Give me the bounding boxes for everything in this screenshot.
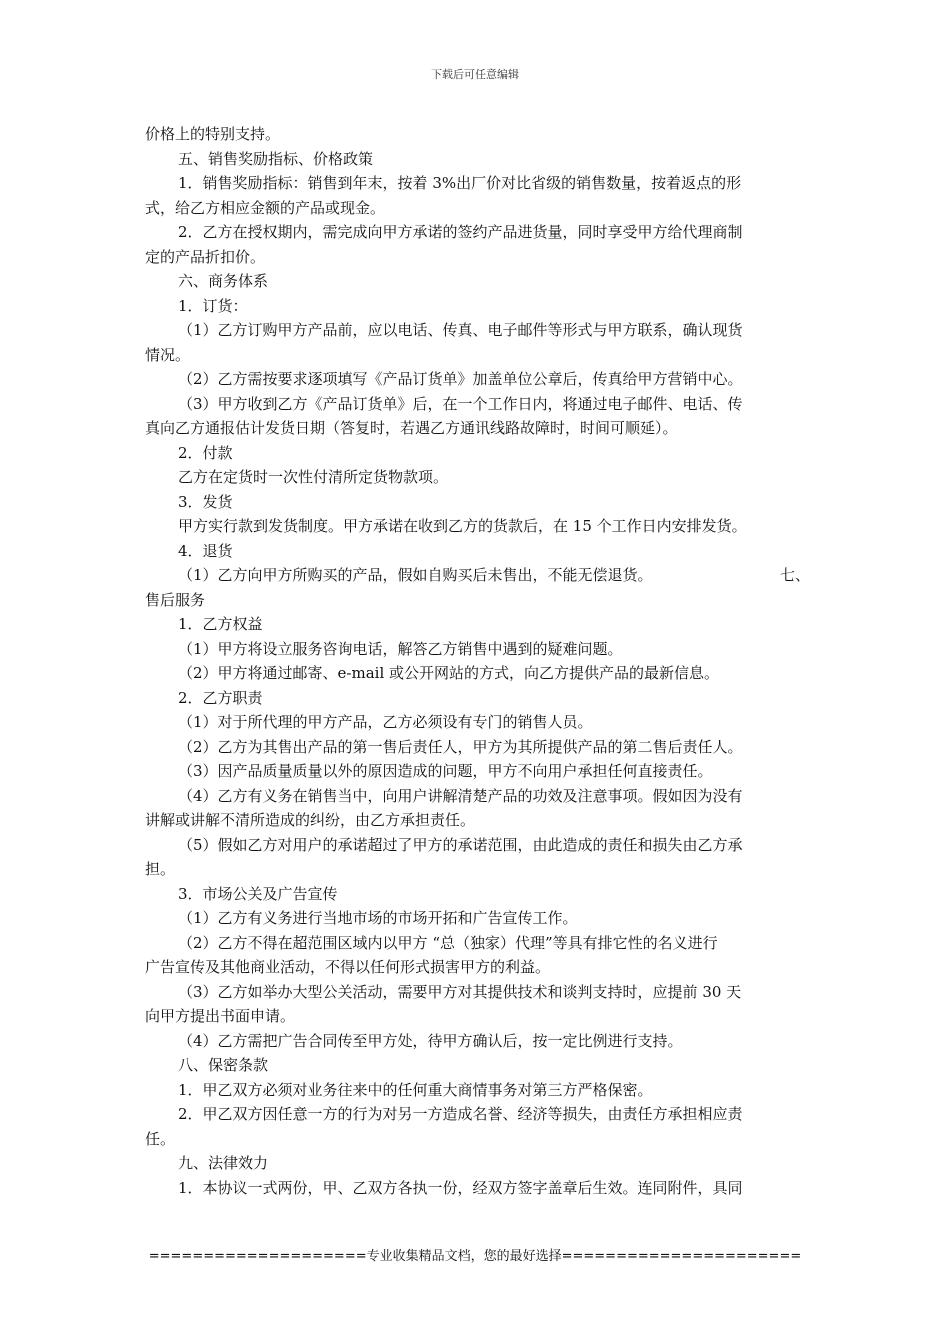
paragraph-line: （4）乙方有义务在销售当中，向用户讲解清楚产品的功效及注意事项。假如因为没有 bbox=[178, 786, 743, 805]
paragraph-line: （1）乙方有义务进行当地市场的市场开拓和广告宣传工作。 bbox=[178, 909, 578, 927]
paragraph-line: 1．订货： bbox=[178, 296, 248, 315]
paragraph-line: （3）乙方如举办大型公关活动，需要甲方对其提供技术和谈判支持时，应提前 30 天 bbox=[178, 982, 742, 1001]
page-footer: ====================专业收集精品文档，您的最好选择====================== bbox=[148, 1249, 802, 1264]
paragraph-line: 五、销售奖励指标、价格政策 bbox=[178, 149, 374, 168]
paragraph-line: 售后服务 bbox=[145, 590, 206, 609]
line-trailing-text: 七、 bbox=[779, 566, 810, 584]
paragraph-line: （1）对于所代理的甲方产品，乙方必须设有专门的销售人员。 bbox=[178, 713, 593, 731]
paragraph-line: 任。 bbox=[145, 1129, 176, 1148]
paragraph-line: 2．乙方职责 bbox=[178, 688, 263, 707]
paragraph-line: 九、法律效力 bbox=[178, 1154, 269, 1172]
paragraph-line: 式，给乙方相应金额的产品或现金。 bbox=[145, 198, 386, 217]
paragraph-line: （1）甲方将设立服务咨询电话，解答乙方销售中遇到的疑难问题。 bbox=[178, 639, 623, 658]
paragraph-line: 八、保密条款 bbox=[178, 1056, 269, 1074]
paragraph-line: （2）甲方将通过邮寄、e-mail 或公开网站的方式，向乙方提供产品的最新信息。 bbox=[178, 664, 720, 682]
paragraph-line: 4．退货 bbox=[178, 541, 233, 560]
paragraph-line: （3）因产品质量质量以外的原因造成的问题，甲方不向用户承担任何直接责任。 bbox=[178, 762, 713, 780]
paragraph-line: （3）甲方收到乙方《产品订货单》后，在一个工作日内，将通过电子邮件、电话、传 bbox=[178, 394, 743, 413]
paragraph-line: 担。 bbox=[145, 860, 176, 878]
paragraph-line: （2）乙方不得在超范围区域内以甲方 “总（独家）代理”等具有排它性的名义进行 bbox=[178, 933, 718, 952]
paragraph-line: 价格上的特别支持。 bbox=[145, 125, 281, 143]
paragraph-line: 1．销售奖励指标：销售到年末，按着 3%出厂价对比省级的销售数量，按着返点的形 bbox=[178, 174, 742, 192]
paragraph-line: 3．发货 bbox=[178, 492, 233, 511]
paragraph-line: （5）假如乙方对用户的承诺超过了甲方的承诺范围，由此造成的责任和损失由乙方承 bbox=[178, 835, 743, 854]
paragraph-line: 广告宣传及其他商业活动，不得以任何形式损害甲方的利益。 bbox=[145, 958, 551, 976]
paragraph-line: 2．付款 bbox=[178, 443, 233, 462]
page-header: 下载后可任意编辑 bbox=[431, 68, 519, 81]
paragraph-line bbox=[145, 563, 810, 588]
paragraph-line: 2．乙方在授权期内，需完成向甲方承诺的签约产品进货量，同时享受甲方给代理商制 bbox=[178, 223, 743, 241]
paragraph-line: （2）乙方需按要求逐项填写《产品订货单》加盖单位公章后，传真给甲方营销中心。 bbox=[178, 370, 743, 388]
paragraph-line: 乙方在定货时一次性付清所定货物款项。 bbox=[178, 468, 449, 486]
paragraph-line: 甲方实行款到发货制度。甲方承诺在收到乙方的货款后，在 15 个工作日内安排发货。 bbox=[178, 517, 747, 535]
paragraph-line: 定的产品折扣价。 bbox=[145, 247, 266, 266]
paragraph-line: （2）乙方为其售出产品的第一售后责任人，甲方为其所提供产品的第二售后责任人。 bbox=[178, 737, 743, 756]
paragraph-line: 3．市场公关及广告宣传 bbox=[178, 884, 338, 903]
paragraph-line: 情况。 bbox=[145, 345, 191, 364]
paragraph-line: 讲解或讲解不清所造成的纠纷，由乙方承担责任。 bbox=[145, 811, 476, 829]
paragraph-line: 1．甲乙双方必须对业务往来中的任何重大商情事务对第三方严格保密。 bbox=[178, 1080, 653, 1099]
line-text: （1）乙方向甲方所购买的产品，假如自购买后未售出，不能无偿退货。 bbox=[178, 566, 653, 584]
paragraph-line: （1）乙方订购甲方产品前，应以电话、传真、电子邮件等形式与甲方联系，确认现货 bbox=[178, 321, 743, 339]
paragraph-line: （4）乙方需把广告合同传至甲方处，待甲方确认后，按一定比例进行支持。 bbox=[178, 1031, 683, 1050]
paragraph-line: 1．本协议一式两份，甲、乙双方各执一份，经双方签字盖章后生效。连同附件，具同 bbox=[178, 1178, 743, 1197]
document-body bbox=[145, 122, 810, 1200]
paragraph-line: 向甲方提出书面申请。 bbox=[145, 1007, 296, 1025]
paragraph-line: 1．乙方权益 bbox=[178, 615, 263, 633]
paragraph-line: 真向乙方通报估计发货日期（答复时，若遇乙方通讯线路故障时，时间可顺延）。 bbox=[145, 419, 678, 437]
paragraph-line: 2．甲乙双方因任意一方的行为对另一方造成名誉、经济等损失，由责任方承担相应责 bbox=[178, 1105, 743, 1123]
paragraph-line: 六、商务体系 bbox=[178, 272, 269, 290]
